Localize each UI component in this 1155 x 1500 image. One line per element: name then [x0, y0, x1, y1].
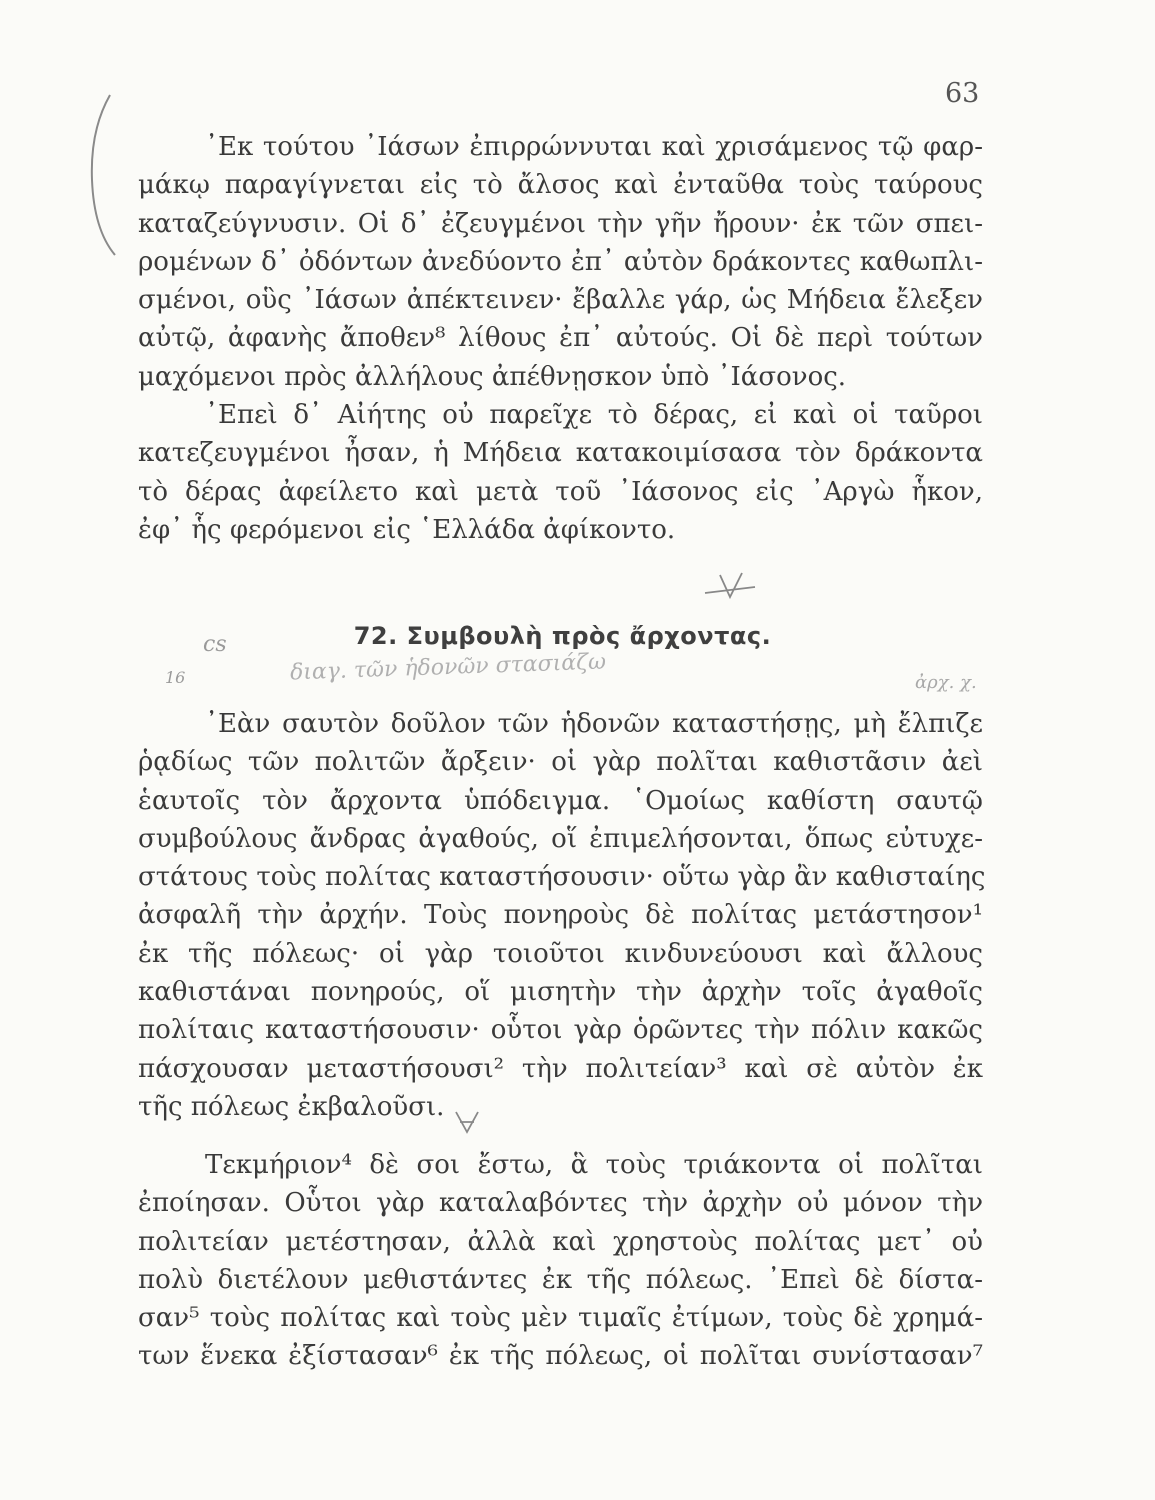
text-line: πολίταις καταστήσουσιν· οὗτοι γὰρ ὁρῶντες τὴν πόλιν κακῶς: [138, 1015, 983, 1046]
text-line: ἐφ᾿ ἧς φερόμενοι εἰς ῾Ελλάδα ἀφίκοντο.: [138, 514, 676, 545]
text-line: ἐποίησαν. Οὗτοι γὰρ καταλαβόντες τὴν ἀρχὴν οὐ μόνον τὴν: [138, 1188, 983, 1219]
pencil-check-mark: [700, 565, 760, 605]
section-heading: [140, 622, 985, 650]
text-line: ᾿Επεὶ δ᾿ Αἰήτης οὐ παρεῖχε τὸ δέρας, εἰ καὶ οἱ ταῦροι: [205, 400, 983, 431]
heading-title: Συμβουλὴ πρὸς ἄρχοντας.: [406, 622, 772, 650]
text-line: μαχόμενοι πρὸς ἀλλήλους ἀπέθνῃσκον ὑπὸ ᾿Ιάσονος.: [138, 361, 847, 392]
text-line: ἀσφαλῆ τὴν ἀρχήν. Τοὺς πονηροὺς δὲ πολίτας μετάστησον¹: [138, 900, 983, 931]
text-line: των ἕνεκα ἐξίστασαν⁶ ἐκ τῆς πόλεως, οἱ πολῖται συνίστασαν⁷: [138, 1341, 983, 1372]
text-line: πάσχουσαν μεταστήσουσι² τὴν πολιτείαν³ καὶ σὲ αὐτὸν ἐκ: [138, 1053, 983, 1084]
text-line: σμένοι, οὓς ᾿Ιάσων ἀπέκτεινεν· ἔβαλλε γάρ, ὡς Μήδεια ἔλεξεν: [138, 285, 983, 316]
paragraph-block-2: [138, 705, 986, 1126]
text-line: καταζεύγνυσιν. Οἱ δ᾿ ἐζευγμένοι τὴν γῆν ἤρουν· ἐκ τῶν σπει-: [138, 208, 983, 239]
paragraph-block-1: [138, 128, 983, 549]
text-line: ἐκ τῆς πόλεως· οἱ γὰρ τοιοῦτοι κινδυνεύουσι καὶ ἄλλους: [138, 938, 983, 969]
text-line: πολιτείαν μετέστησαν, ἀλλὰ καὶ χρηστοὺς πολίτας μετ᾿ οὐ: [138, 1226, 983, 1257]
paragraph-block-3: [138, 1146, 983, 1376]
text-line: στάτους τοὺς πολίτας καταστήσουσιν· οὕτω γὰρ ἂν καθισταίης: [138, 862, 986, 893]
pencil-check-mark: [452, 1108, 482, 1136]
text-line: τὸ δέρας ἀφείλετο καὶ μετὰ τοῦ ᾿Ιάσονος εἰς ᾿Αργὼ ἧκον,: [138, 476, 983, 507]
text-line: ρομένων δ᾿ ὀδόντων ἀνεδύοντο ἐπ᾿ αὐτὸν δράκοντες καθωπλι-: [138, 246, 983, 277]
pencil-annotation: ἀρχ. χ.: [915, 672, 977, 693]
margin-bracket-mark: [80, 90, 120, 260]
text-line: ῥᾳδίως τῶν πολιτῶν ἄρξειν· οἱ γὰρ πολῖται καθιστᾶσιν ἀεὶ: [138, 747, 983, 778]
text-line: πολὺ διετέλουν μεθιστάντες ἐκ τῆς πόλεως. ᾿Επεὶ δὲ δίστα-: [138, 1264, 983, 1295]
text-line: σαν⁵ τοὺς πολίτας καὶ τοὺς μὲν τιμαῖς ἐτίμων, τοὺς δὲ χρημά-: [138, 1303, 983, 1334]
text-line: τῆς πόλεως ἐκβαλοῦσι.: [138, 1091, 445, 1122]
margin-annotation: 16: [165, 668, 186, 687]
text-line: καθιστάναι πονηρούς, οἵ μισητὴν τὴν ἀρχὴν τοῖς ἀγαθοῖς: [138, 977, 983, 1008]
text-line: ᾿Εκ τούτου ᾿Ιάσων ἐπιρρώννυται καὶ χρισάμενος τῷ φαρ-: [205, 132, 983, 162]
pencil-annotation: διαγ. τῶν ἡδονῶν στασιάζω: [289, 649, 607, 686]
margin-annotation: cs: [203, 632, 227, 657]
text-line: μάκῳ παραγίγνεται εἰς τὸ ἄλσος καὶ ἐνταῦθα τοὺς ταύρους: [138, 170, 983, 201]
text-line: ἑαυτοῖς τὸν ἄρχοντα ὑπόδειγμα. ῾Ομοίως καθίστη σαυτῷ: [138, 785, 983, 816]
text-line: Τεκμήριον⁴ δὲ σοι ἔστω, ἃ τοὺς τριάκοντα οἱ πολῖται: [205, 1150, 983, 1180]
heading-number: 72.: [353, 622, 398, 650]
text-line: συμβούλους ἄνδρας ἀγαθούς, οἵ ἐπιμελήσονται, ὅπως εὐτυχε-: [138, 823, 983, 854]
text-line: ᾿Εὰν σαυτὸν δοῦλον τῶν ἡδονῶν καταστήσῃς, μὴ ἔλπιζε: [205, 709, 983, 739]
text-line: αὐτῷ, ἀφανὴς ἄποθεν⁸ λίθους ἐπ᾿ αὐτούς. Οἱ δὲ περὶ τούτων: [138, 323, 983, 354]
page-number: 63: [945, 78, 980, 109]
text-line: κατεζευγμένοι ἦσαν, ἡ Μήδεια κατακοιμίσασα τὸν δράκοντα: [138, 438, 983, 469]
